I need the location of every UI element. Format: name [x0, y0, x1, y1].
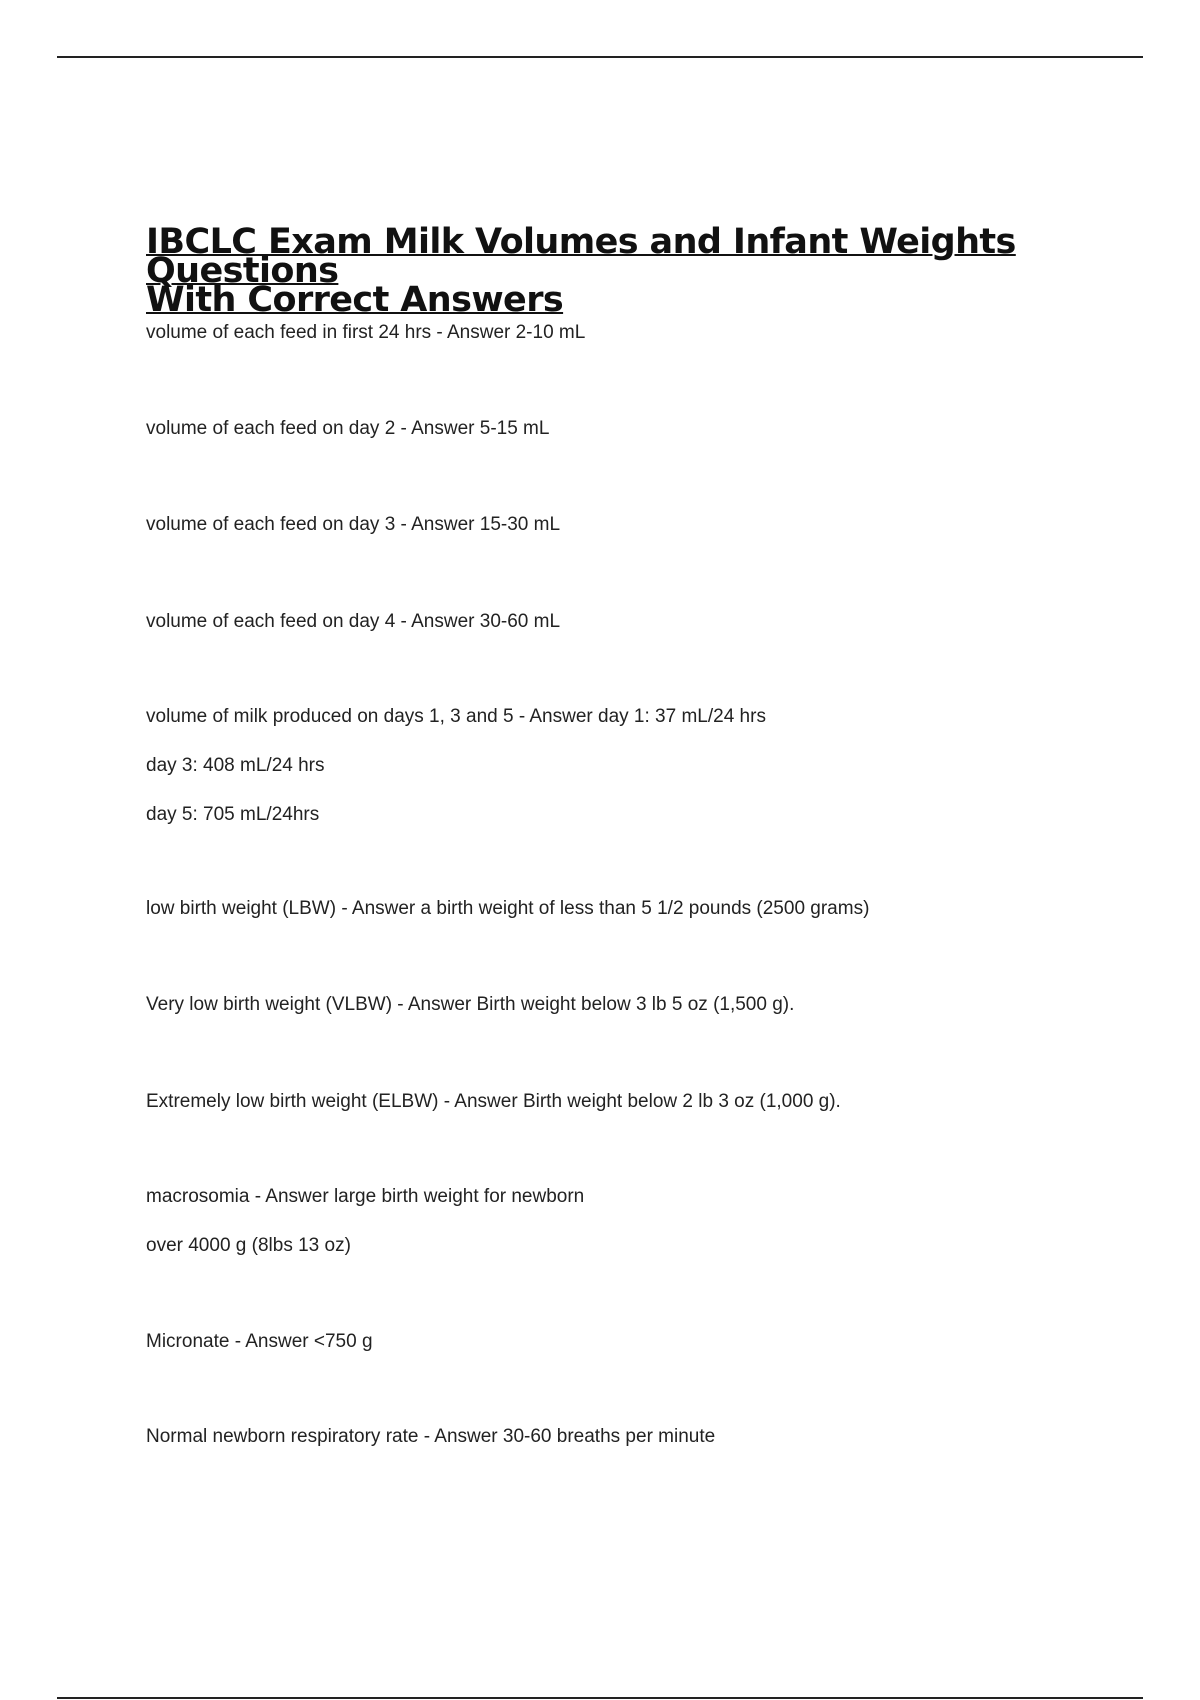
qa-item-6 — [146, 884, 869, 933]
qa-line: volume of each feed on day 2 - Answer 5-15 mL — [146, 418, 550, 439]
title-line-1: IBCLC Exam Milk Volumes and Infant Weights Questions — [146, 222, 1016, 291]
qa-item-11 — [146, 1412, 715, 1461]
qa-item-4 — [146, 597, 560, 646]
qa-line: macrosomia - Answer large birth weight for newborn — [146, 1186, 585, 1207]
qa-line: low birth weight (LBW) - Answer a birth weight of less than 5 1/2 pounds (2500 grams) — [146, 898, 870, 919]
bottom-divider — [57, 1697, 1143, 1699]
qa-item-2 — [146, 404, 549, 453]
document-title — [146, 222, 1096, 320]
qa-item-5 — [146, 692, 766, 839]
qa-line: volume of milk produced on days 1, 3 and 5 - Answer day 1: 37 mL/24 hrs — [146, 706, 766, 727]
qa-item-9 — [146, 1172, 584, 1270]
qa-line: day 3: 408 mL/24 hrs — [146, 755, 325, 776]
qa-line: volume of each feed on day 3 - Answer 15-30 mL — [146, 514, 561, 535]
qa-line: Normal newborn respiratory rate - Answer 30-60 breaths per minute — [146, 1426, 716, 1447]
qa-line: volume of each feed in first 24 hrs - Answer 2-10 mL — [146, 322, 586, 343]
qa-item-7 — [146, 980, 794, 1029]
qa-line: volume of each feed on day 4 - Answer 30-60 mL — [146, 611, 561, 632]
qa-item-1 — [146, 308, 585, 357]
top-divider — [57, 56, 1143, 58]
title-line-2: With Correct Answers — [146, 280, 564, 320]
qa-line: over 4000 g (8lbs 13 oz) — [146, 1235, 351, 1256]
qa-item-3 — [146, 500, 560, 549]
qa-line: Very low birth weight (VLBW) - Answer Birth weight below 3 lb 5 oz (1,500 g). — [146, 994, 795, 1015]
qa-item-10 — [146, 1317, 373, 1366]
qa-line: Extremely low birth weight (ELBW) - Answer Birth weight below 2 lb 3 oz (1,000 g). — [146, 1091, 841, 1112]
qa-line: day 5: 705 mL/24hrs — [146, 804, 320, 825]
qa-item-8 — [146, 1077, 841, 1126]
qa-line: Micronate - Answer <750 g — [146, 1331, 373, 1352]
